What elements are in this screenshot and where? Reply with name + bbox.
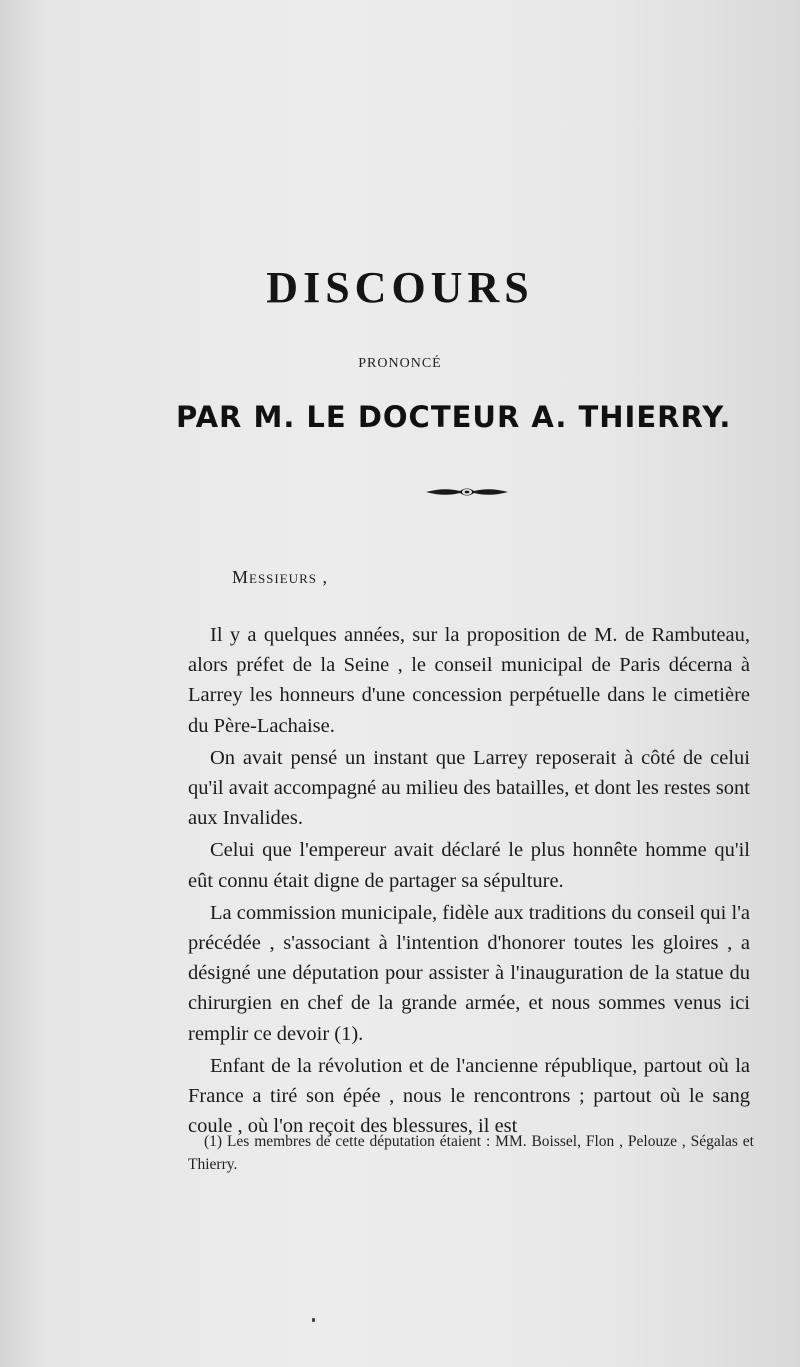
footnote: (1) Les membres de cette députation étaient : MM. Boissel, Flon , Pelouze , Ségalas et Thierry. bbox=[188, 1133, 754, 1173]
author-line: PAR M. LE DOCTEUR A. THIERRY. bbox=[176, 400, 732, 434]
subtitle: PRONONCÉ bbox=[358, 356, 442, 371]
paragraph: La commission municipale, fidèle aux traditions du conseil qui l'a précédée , s'associant à l'intention d'honorer toutes les gloires , a désigné une députation pour assister à l'inauguration de la statue du chirurgien en chef de la grande armée, et nous sommes venus ici remplir ce devoir (1). bbox=[188, 901, 750, 1045]
body-text bbox=[188, 620, 750, 1143]
bleed-through-texture bbox=[170, 180, 770, 210]
paragraph: On avait pensé un instant que Larrey reposerait à côté de celui qu'il avait accompagné au milieu des batailles, et dont les restes sont aux Invalides. bbox=[188, 746, 750, 830]
page-title: DISCOURS bbox=[266, 263, 534, 312]
paragraph: Celui que l'empereur avait déclaré le plus honnête homme qu'il eût connu était digne de partager sa sépulture. bbox=[188, 839, 750, 892]
ornament-divider-icon bbox=[424, 484, 510, 500]
paragraph: Il y a quelques années, sur la proposition de M. de Rambuteau, alors préfet de la Seine , le conseil municipal de Paris décerna à Larrey les honneurs d'une concession perpétuelle dans le cimetière du Père-Lachaise. bbox=[188, 624, 750, 737]
paragraph: Enfant de la révolution et de l'ancienne république, partout où la France a tiré son épée , nous le rencontrons ; partout où le sang coule , où l'on reçoit des blessures, il est bbox=[188, 1054, 750, 1138]
salutation: Messieurs , bbox=[232, 567, 328, 587]
print-speck bbox=[312, 1318, 315, 1322]
